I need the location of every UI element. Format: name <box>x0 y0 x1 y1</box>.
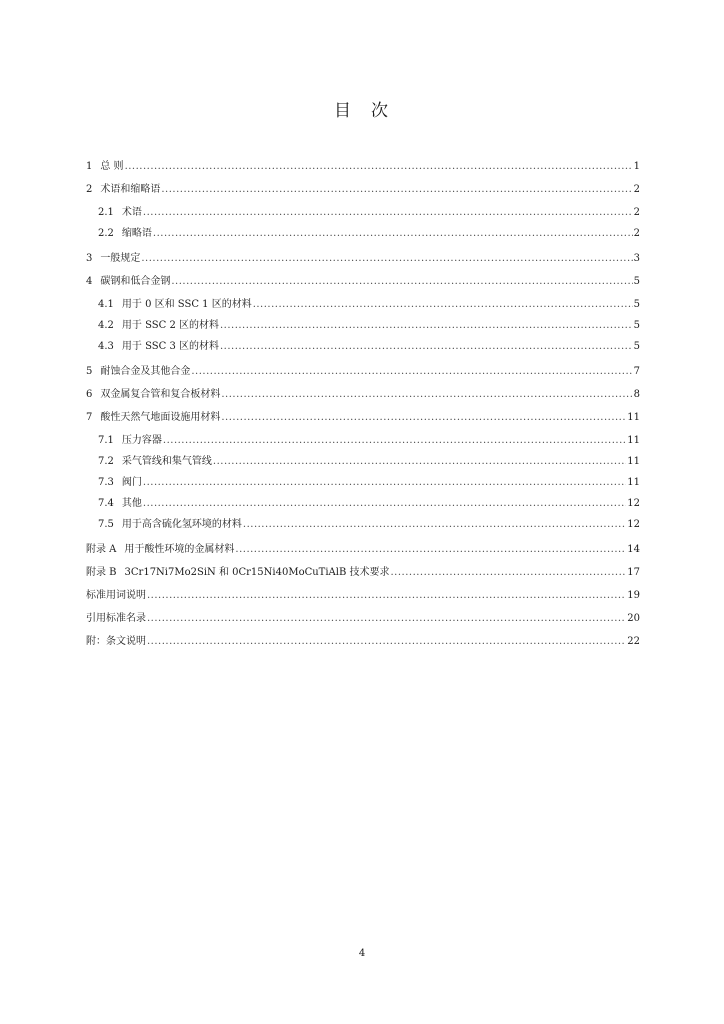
toc-dot-leader <box>143 206 633 220</box>
toc-entry[interactable] <box>86 227 640 248</box>
toc-entry-page: 5 <box>633 276 640 287</box>
toc-entry-page: 5 <box>633 341 640 352</box>
toc-dot-leader <box>220 319 633 333</box>
toc-entry-page: 11 <box>627 456 640 467</box>
page-number: 4 <box>358 948 366 959</box>
toc-entry-title: 用于高含硫化氢环境的材料 <box>121 519 242 530</box>
toc-entry[interactable] <box>86 566 640 589</box>
toc-entry-number: 7.1 <box>98 435 114 446</box>
toc-dot-leader <box>171 275 632 289</box>
toc-dot-leader <box>147 635 626 649</box>
toc-dot-leader <box>143 476 626 490</box>
toc-dot-leader <box>221 411 626 425</box>
toc-entry[interactable] <box>86 275 640 298</box>
toc-entry[interactable] <box>86 319 640 340</box>
toc-entry-number: 5 <box>86 366 93 377</box>
toc-entry-number: 4.1 <box>98 299 114 310</box>
toc-entry-number: 7 <box>86 412 93 423</box>
toc-dot-leader <box>125 160 633 174</box>
toc-entry-number: 7.5 <box>98 519 114 530</box>
toc-dot-leader <box>221 388 632 402</box>
page-title <box>0 96 724 121</box>
toc-entry[interactable] <box>86 476 640 497</box>
page-title-right: 次 <box>371 101 390 121</box>
toc-dot-leader <box>213 455 626 469</box>
toc-entry-page: 22 <box>627 636 640 647</box>
toc-entry[interactable] <box>86 206 640 227</box>
toc-entry-page: 12 <box>627 519 640 530</box>
toc-entry[interactable] <box>86 411 640 434</box>
toc-entry-title: 酸性天然气地面设施用材料 <box>100 412 221 423</box>
toc-entry-title: 其他 <box>121 498 142 509</box>
toc-entry-title: 压力容器 <box>121 435 162 446</box>
toc-entry-page: 3 <box>633 253 640 264</box>
toc-entry-number: 7.3 <box>98 477 114 488</box>
toc-entry-title: 3Cr17Ni7Mo2SiN 和 0Cr15Ni40MoCuTiAlB 技术要求 <box>124 567 390 578</box>
toc-dot-leader <box>253 298 633 312</box>
toc-entry-number: 6 <box>86 389 93 400</box>
toc-entry-title: 一般规定 <box>100 253 141 264</box>
toc-entry[interactable] <box>86 635 640 658</box>
toc-entry-number: 附录 A <box>86 544 117 555</box>
toc-entry-page: 17 <box>627 567 640 578</box>
toc-entry-page: 11 <box>627 435 640 446</box>
toc-entry-title: 缩略语 <box>121 228 152 239</box>
toc-entry-number: 2.1 <box>98 207 114 218</box>
toc-dot-leader <box>153 227 633 241</box>
toc-entry-page: 2 <box>633 228 640 239</box>
toc-entry-page: 19 <box>627 590 640 601</box>
toc-entry-title: 标准用词说明 <box>86 590 146 601</box>
toc-dot-leader <box>220 340 633 354</box>
toc-entry[interactable] <box>86 252 640 275</box>
toc-dot-leader <box>243 518 626 532</box>
toc-entry-title: 引用标准名录 <box>86 613 146 624</box>
toc-dot-leader <box>161 183 632 197</box>
toc-entry-page: 2 <box>633 184 640 195</box>
toc-entry[interactable] <box>86 340 640 361</box>
toc-entry[interactable] <box>86 612 640 635</box>
toc-entry[interactable] <box>86 388 640 411</box>
toc-entry-title: 术语和缩略语 <box>100 184 161 195</box>
toc-entry-title: 碳钢和低合金钢 <box>100 276 171 287</box>
toc-entry[interactable] <box>86 518 640 539</box>
toc-entry[interactable] <box>86 434 640 455</box>
toc-entry-title: 用于 0 区和 SSC 1 区的材料 <box>121 299 252 310</box>
toc-entry-number: 2 <box>86 184 93 195</box>
toc-entry-page: 2 <box>633 207 640 218</box>
toc-entry[interactable] <box>86 160 640 183</box>
toc-entry-title: 用于酸性环境的金属材料 <box>124 544 235 555</box>
toc-entry-page: 5 <box>633 299 640 310</box>
toc-dot-leader <box>141 252 632 266</box>
toc-entry-number: 7.2 <box>98 456 114 467</box>
toc-entry-page: 20 <box>627 613 640 624</box>
toc-entry-title: 双金属复合管和复合板材料 <box>100 389 221 400</box>
toc-entry-page: 7 <box>633 366 640 377</box>
toc-entry-page: 11 <box>627 412 640 423</box>
toc-entry-number: 附录 B <box>86 567 117 578</box>
toc-entry-number: 4.3 <box>98 341 114 352</box>
toc-entry-title: 附：条文说明 <box>86 636 146 647</box>
toc-dot-leader <box>163 434 626 448</box>
toc-entry[interactable] <box>86 497 640 518</box>
toc-entry-title: 用于 SSC 3 区的材料 <box>121 341 219 352</box>
toc-entry-number: 4.2 <box>98 320 114 331</box>
toc-entry-title: 术语 <box>121 207 142 218</box>
toc-dot-leader <box>147 612 626 626</box>
toc-dot-leader <box>147 589 626 603</box>
toc-entry-title: 总 则 <box>100 161 124 172</box>
toc-entry-number: 4 <box>86 276 93 287</box>
toc-entry-title: 阀门 <box>121 477 142 488</box>
toc-dot-leader <box>391 566 627 580</box>
page-title-left: 目 <box>334 101 353 121</box>
toc-entry-page: 8 <box>633 389 640 400</box>
toc-entry-title: 耐蚀合金及其他合金 <box>100 366 191 377</box>
toc-entry-page: 5 <box>633 320 640 331</box>
toc-entry-number: 2.2 <box>98 228 114 239</box>
toc-entry[interactable] <box>86 365 640 388</box>
toc-entry-title: 用于 SSC 2 区的材料 <box>121 320 219 331</box>
toc-entry[interactable] <box>86 298 640 319</box>
toc-entry-page: 12 <box>627 498 640 509</box>
toc-dot-leader <box>143 497 626 511</box>
toc-dot-leader <box>191 365 632 379</box>
toc-entry-number: 3 <box>86 253 93 264</box>
toc-entry-page: 1 <box>633 161 640 172</box>
toc-entry[interactable] <box>86 455 640 476</box>
toc-entry-page: 11 <box>627 477 640 488</box>
toc-entry[interactable] <box>86 543 640 566</box>
toc-entry-number: 7.4 <box>98 498 114 509</box>
toc-entry-number: 1 <box>86 161 93 172</box>
table-of-contents <box>86 160 640 658</box>
toc-entry-title: 采气管线和集气管线 <box>121 456 212 467</box>
toc-dot-leader <box>235 543 626 557</box>
toc-entry[interactable] <box>86 589 640 612</box>
toc-entry-page: 14 <box>627 544 640 555</box>
toc-entry[interactable] <box>86 183 640 206</box>
